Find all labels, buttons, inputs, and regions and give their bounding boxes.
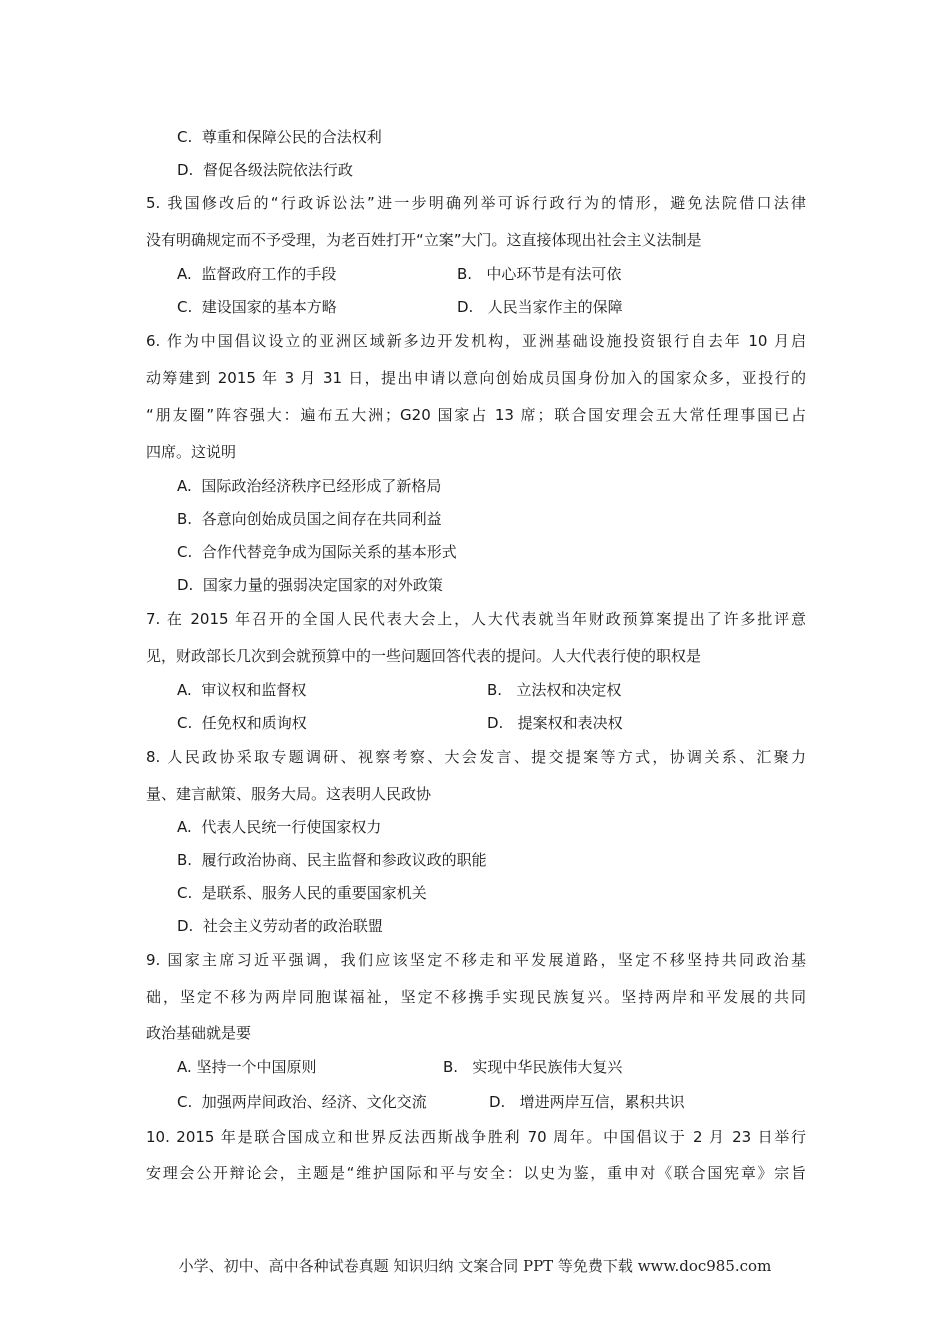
q8-option-b: B. 履行政治协商、民主监督和参政议政的职能 xyxy=(177,851,487,869)
q8-option-a: A. 代表人民统一行使国家权力 xyxy=(177,818,382,836)
q9-stem-line-1: 9. 国家主席习近平强调，我们应该坚定不移走和平发展道路，坚定不移坚持共同政治基 xyxy=(146,951,806,969)
q5-stem-line-1: 5. 我国修改后的“行政诉讼法”进一步明确列举可诉行政行为的情形，避免法院借口法律 xyxy=(146,194,806,212)
q7-stem-line-1: 7. 在 2015 年召开的全国人民代表大会上，人大代表就当年财政预算案提出了许多批评意 xyxy=(146,610,806,628)
q9-option-c: C. 加强两岸间政治、经济、文化交流 xyxy=(177,1093,427,1111)
q5-option-a: A. 监督政府工作的手段 xyxy=(177,265,337,283)
q9-option-b: B. 实现中华民族伟大复兴 xyxy=(443,1058,623,1076)
q9-option-a: A. 坚持一个中国原则 xyxy=(177,1058,317,1076)
q4-option-c: C. 尊重和保障公民的合法权利 xyxy=(177,128,382,146)
q8-option-d: D. 社会主义劳动者的政治联盟 xyxy=(177,917,383,935)
q6-option-d: D. 国家力量的强弱决定国家的对外政策 xyxy=(177,576,443,594)
q10-stem-line-1: 10. 2015 年是联合国成立和世界反法西斯战争胜利 70 周年。中国倡议于 2 月 23 日举行 xyxy=(146,1128,806,1146)
q7-option-b: B. 立法权和决定权 xyxy=(487,681,622,699)
q7-option-a: A. 审议权和监督权 xyxy=(177,681,307,699)
q7-option-c: C. 任免权和质询权 xyxy=(177,714,307,732)
q5-option-b: B. 中心环节是有法可依 xyxy=(457,265,622,283)
q7-stem-line-2: 见，财政部长几次到会就预算中的一些问题回答代表的提问。人大代表行使的职权是 xyxy=(146,647,702,665)
q9-stem-line-3: 政治基础就是要 xyxy=(146,1024,252,1042)
q7-option-d: D. 提案权和表决权 xyxy=(487,714,623,732)
q10-stem-line-2: 安理会公开辩论会，主题是“维护国际和平与安全：以史为鉴，重申对《联合国宪章》宗旨 xyxy=(146,1164,806,1182)
page-footer: 小学、初中、高中各种试卷真题 知识归纳 文案合同 PPT 等免费下载 www.doc985.com xyxy=(178,1257,772,1275)
q6-option-a: A. 国际政治经济秩序已经形成了新格局 xyxy=(177,477,442,495)
q5-stem-line-2: 没有明确规定而不予受理，为老百姓打开“立案”大门。这直接体现出社会主义法制是 xyxy=(146,231,702,249)
q5-option-c: C. 建设国家的基本方略 xyxy=(177,298,337,316)
q6-option-b: B. 各意向创始成员国之间存在共同利益 xyxy=(177,510,442,528)
q5-option-d: D. 人民当家作主的保障 xyxy=(457,298,623,316)
q6-stem-line-2: 动筹建到 2015 年 3 月 31 日，提出申请以意向创始成员国身份加入的国家众多，亚投行的 xyxy=(146,369,806,387)
q9-option-d: D. 增进两岸互信，累积共识 xyxy=(489,1093,685,1111)
q9-stem-line-2: 础，坚定不移为两岸同胞谋福祉，坚定不移携手实现民族复兴。坚持两岸和平发展的共同 xyxy=(146,988,806,1006)
q8-option-c: C. 是联系、服务人民的重要国家机关 xyxy=(177,884,427,902)
q6-stem-line-4: 四席。这说明 xyxy=(146,443,237,461)
q4-option-d: D. 督促各级法院依法行政 xyxy=(177,161,353,179)
q8-stem-line-2: 量、建言献策、服务大局。这表明人民政协 xyxy=(146,785,432,803)
q6-stem-line-3: “朋友圈”阵容强大：遍布五大洲；G20 国家占 13 席；联合国安理会五大常任理事国已占 xyxy=(146,406,806,424)
q8-stem-line-1: 8. 人民政协采取专题调研、视察考察、大会发言、提交提案等方式，协调关系、汇聚力 xyxy=(146,748,806,766)
q6-option-c: C. 合作代替竞争成为国际关系的基本形式 xyxy=(177,543,457,561)
q6-stem-line-1: 6. 作为中国倡议设立的亚洲区域新多边开发机构，亚洲基础设施投资银行自去年 10 月启 xyxy=(146,332,806,350)
